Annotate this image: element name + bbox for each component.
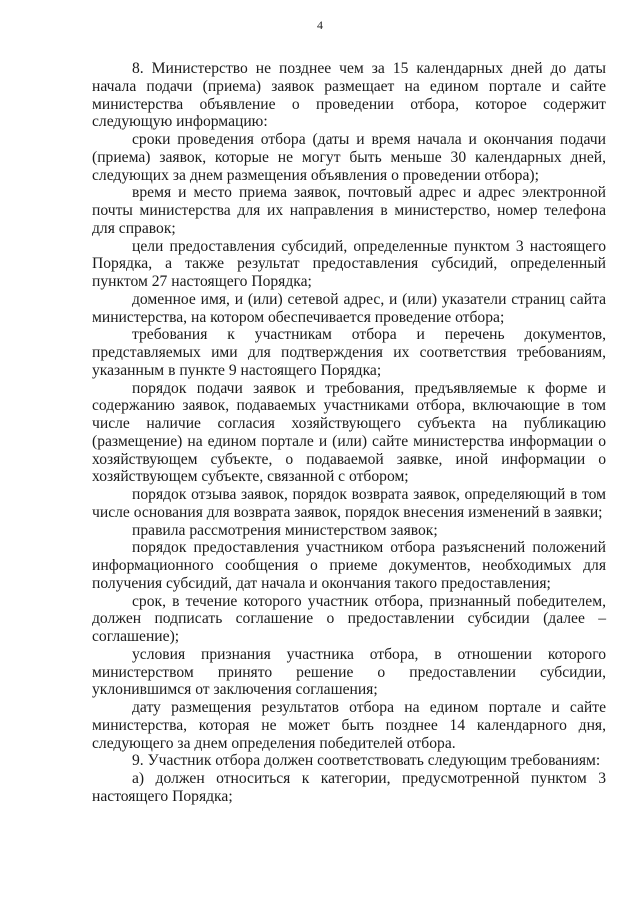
paragraph-withdrawal: порядок отзыва заявок, порядок возврата заявок, определяющий в том числе основания для возврата заявок, порядок внесения изменений в заявки;	[92, 486, 606, 521]
paragraph-8-intro: 8. Министерство не позднее чем за 15 календарных дней до даты начала подачи (приема) заявок размещает на едином портале и сайте министерства объявление о проведении отбора, которое содержит следующую информацию:	[92, 60, 606, 131]
paragraph-review-rules: правила рассмотрения министерством заявок;	[132, 521, 438, 539]
paragraph-signing-term: срок, в течение которого участник отбора, признанный победителем, должен подписать соглашение о предоставлении субсидии (далее – соглашение);	[92, 592, 606, 645]
paragraph-9-intro: 9. Участник отбора должен соответствовать следующим требованиям:	[132, 752, 601, 770]
paragraph-place-time: время и место приема заявок, почтовый адрес и адрес электронной почты министерства для их направления в министерство, номер телефона для справок;	[92, 184, 606, 237]
paragraph-goals: цели предоставления субсидий, определенные пунктом 3 настоящего Порядка, а также результат предоставления субсидий, определенный пунктом 27 настоящего Порядка;	[92, 237, 606, 290]
paragraph-requirements: требования к участникам отбора и перечень документов, представляемых ими для подтверждения их соответствия требованиям, указанным в пункте 9 настоящего Порядка;	[92, 326, 606, 379]
page-number: 4	[317, 18, 323, 32]
paragraph-deadlines: сроки проведения отбора (даты и время начала и окончания подачи (приема) заявок, которые не могут быть меньше 30 календарных дней, следующих за днем размещения объявления о проведении отбора);	[92, 131, 606, 184]
paragraph-application-order: порядок подачи заявок и требования, предъявляемые к форме и содержанию заявок, подаваемых участниками отбора, включающие в том числе наличие согласия хозяйствующего субъекта на публикацию (размещение) на едином портале и (или) сайте министерства информации о хозяйствующем субъекте, о подаваемой заявке, иной информации о хозяйствующем субъекте, связанной с отбором;	[92, 379, 606, 486]
paragraph-results-date: дату размещения результатов отбора на едином портале и сайте министерства, которая не может быть позднее 14 календарного дня, следующего за днем определения победителей отбора.	[92, 699, 606, 752]
paragraph-evasion: условия признания участника отбора, в отношении которого министерством принято решение о предоставлении субсидии, уклонившимся от заключения соглашения;	[92, 645, 606, 699]
document-body	[92, 60, 606, 806]
paragraph-9a: а) должен относиться к категории, предусмотренной пунктом 3 настоящего Порядка;	[92, 770, 606, 805]
paragraph-clarifications: порядок предоставления участником отбора разъяснений положений информационного сообщения о приеме документов, необходимых для получения субсидий, дат начала и окончания такого предоставления;	[92, 539, 606, 592]
paragraph-domain: доменное имя, и (или) сетевой адрес, и (или) указатели страниц сайта министерства, на котором обеспечивается проведение отбора;	[92, 290, 606, 326]
